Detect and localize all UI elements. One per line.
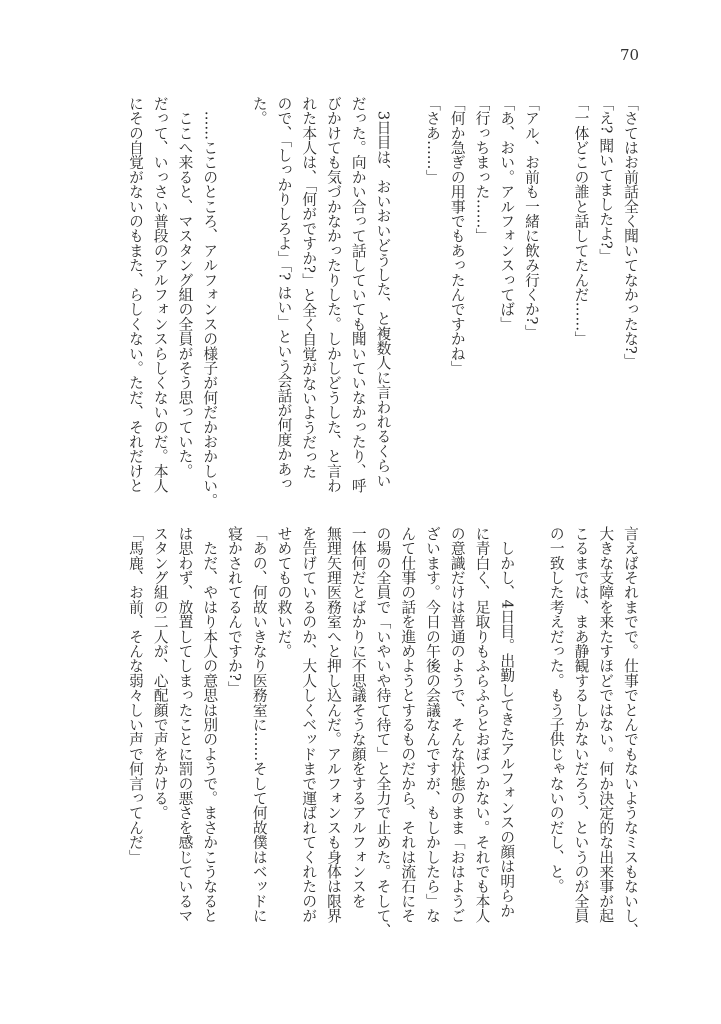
text-column: こるまでは、まあ静観するしかないだろう、というのが全員 xyxy=(572,526,590,923)
text-column: ので、「しっかりしろよ」「? はい」という会話が何度かあっ xyxy=(275,96,293,491)
text-column: 言えばそれまでで。仕事でとんでもないようなミスもないし、 xyxy=(622,526,639,938)
text-column: は思わず、放置してしまったことに罰の悪さを感じているマ xyxy=(176,526,194,923)
text-column: に青白く、足取りもふらふらとおぼつかない。それでも本人 xyxy=(473,526,491,923)
text-column: 「え? 聞いてましたよ?」 xyxy=(597,96,615,264)
text-column: 「何か急ぎの用事でもあったんですかね」 xyxy=(448,96,466,376)
text-column: 「馬鹿、お前、そんな弱々しい声で何言ってんだ」 xyxy=(127,526,144,865)
text-column: の一致した考えだった。もう子供じゃないのだし、と。 xyxy=(547,526,565,894)
text-column: 「さあ……」 xyxy=(424,96,441,185)
text-column: ここへ来ると、マスタング組の全員がそう思っていた。 xyxy=(176,96,194,479)
text-column: れた本人は、「何がですか?」と全く自覚がないようだった xyxy=(300,96,318,479)
text-column: 一体何だとばかりに不思議そうな顔をするアルフォンスを xyxy=(349,526,367,909)
text-column: だった。向かい合って話していても聞いていなかったり、呼 xyxy=(349,96,367,493)
text-column: ざいます。今日の午後の会議なんですが、もしかしたら」な xyxy=(424,526,441,923)
text-column: 「一体どこの誰と話してたんだ……」 xyxy=(572,96,590,346)
text-column: 大きな支障を来たすほどではない。何か決定的な出来事が起 xyxy=(597,526,615,923)
text-column: ただ、やはり本人の意思は別のようで。まさかこうなると xyxy=(201,526,219,923)
text-column: 「さてはお前話全く聞いてなかったな?」 xyxy=(622,96,639,369)
page-number: 70 xyxy=(620,46,640,64)
text-column: スタング組の二人が、心配顔で声をかける。 xyxy=(151,526,169,820)
text-column: た。 xyxy=(250,96,268,126)
text-column: しかし、4日目。出勤してきたアルフォンスの顔は明らか xyxy=(498,526,516,918)
text-column: 無理矢理医務室へと押し込んだ。アルフォンスも身体は限界 xyxy=(325,526,342,923)
text-column: 3日目は、おいおいどうした、と複数人に言われるくらい xyxy=(374,96,392,488)
text-column: 「あの、何故いきなり医務室に……そして何故僕はベッドに xyxy=(250,526,268,923)
text-column: 「行っちまった……」 xyxy=(473,96,491,243)
text-column: 「アル、お前も一緒に飲み行くか?」 xyxy=(523,96,540,340)
text-column: を告げているのか、大人しくベッドまで運ばれてくれたのが xyxy=(300,526,318,923)
text-column: の意識だけは普通のようで、そんな状態のまま「おはようご xyxy=(448,526,466,923)
text-column: だって、いっさい普段のアルフォンスらしくないのだ。本人 xyxy=(151,96,169,493)
text-column: 「あ、おい。アルフォンスってば」 xyxy=(498,96,516,332)
text-column: の場の全員で「いやいや待て待て」と全力で止めた。そして、 xyxy=(374,526,392,938)
text-column: んて仕事の話を進めようとするものだから、それは流石にそ xyxy=(399,526,417,923)
text-column: せめてもの救いだ。 xyxy=(275,526,293,659)
text-column: ……ここのところ、アルフォンスの様子が何だかおかしい。 xyxy=(201,96,219,508)
text-column: にその自覚がないのもまた、らしくない。ただ、それだけと xyxy=(127,96,144,493)
text-column: びかけても気づかなかったりした。しかしどうした、と言わ xyxy=(325,96,342,493)
text-column: 寝かされてるんですか?」 xyxy=(226,526,243,696)
